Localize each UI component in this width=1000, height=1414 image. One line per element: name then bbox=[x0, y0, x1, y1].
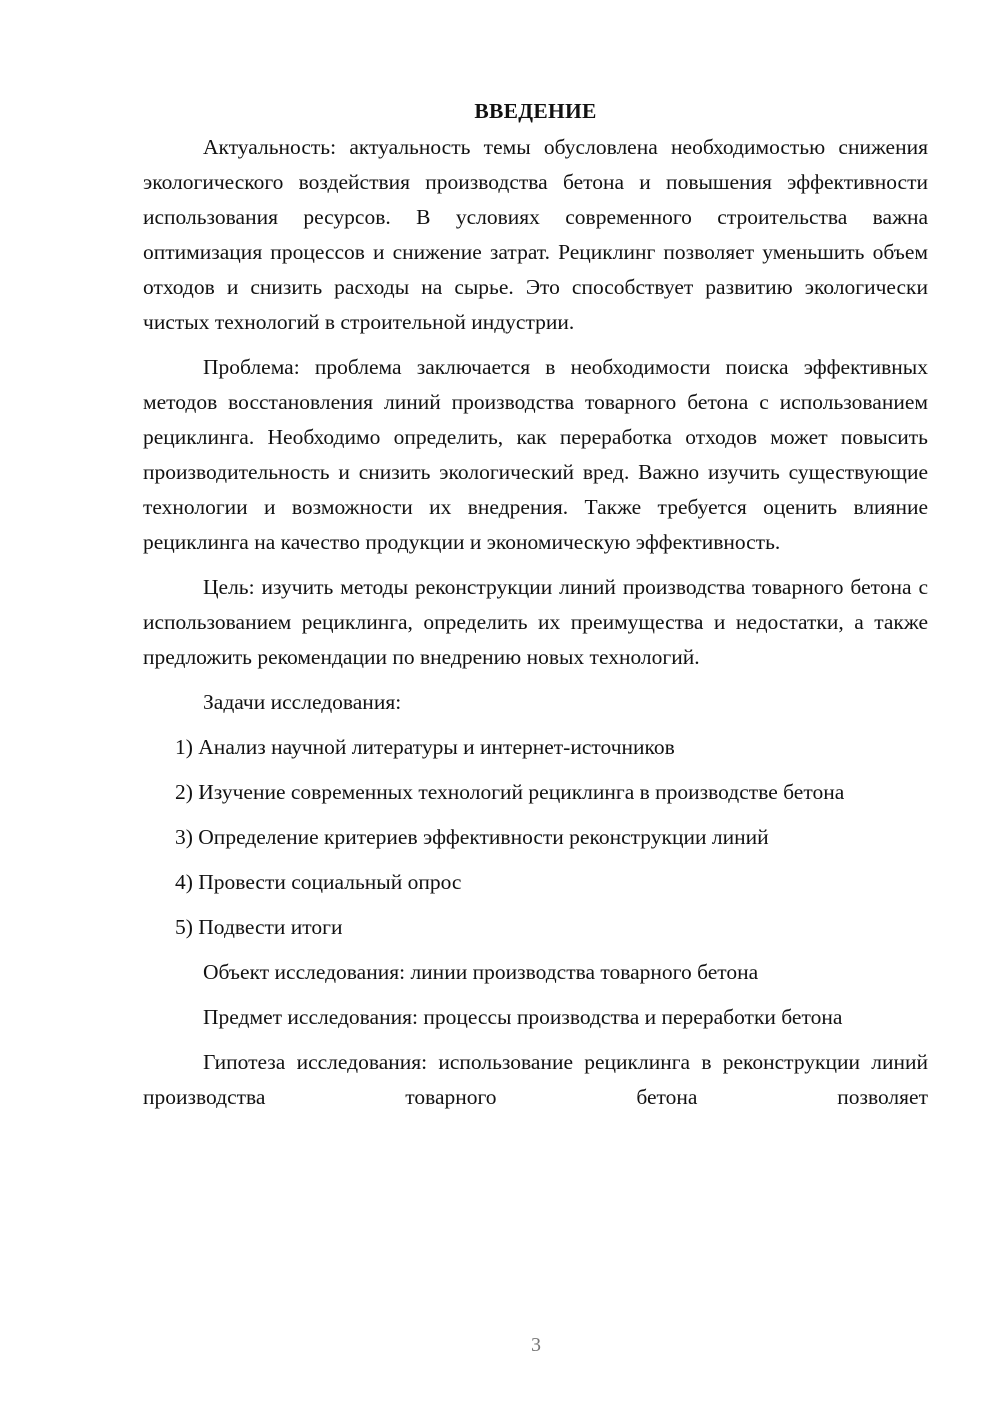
document-page bbox=[143, 96, 928, 1125]
page-number: 3 bbox=[531, 1334, 541, 1356]
task-item-5: 5) Подвести итоги bbox=[175, 915, 343, 939]
tasks-title: Задачи исследования: bbox=[203, 690, 402, 714]
task-item-1: 1) Анализ научной литературы и интернет-источников bbox=[175, 735, 675, 759]
task-item-2: 2) Изучение современных технологий рециклинга в производстве бетона bbox=[175, 780, 845, 804]
task-item-3: 3) Определение критериев эффективности реконструкции линий bbox=[175, 825, 769, 849]
goal-paragraph: Цель: изучить методы реконструкции линий производства товарного бетона с использованием рециклинга, определить их преимущества и недостатки, а также предложить рекомендации по внедрению новых технологий. bbox=[143, 575, 928, 669]
section-heading: ВВЕДЕНИЕ bbox=[474, 99, 597, 123]
research-object-paragraph: Объект исследования: линии производства товарного бетона bbox=[203, 960, 759, 984]
task-item-4: 4) Провести социальный опрос bbox=[175, 870, 462, 894]
relevance-paragraph: Актуальность: актуальность темы обусловлена необходимостью снижения экологического воздействия производства бетона и повышения эффективности использования ресурсов. В условиях современного строительства важна оптимизация процессов и снижение затрат. Рециклинг позволяет уменьшить объем отходов и снизить расходы на сырье. Это способствует развитию экологически чистых технологий в строительной индустрии. bbox=[143, 135, 928, 334]
research-subject-paragraph: Предмет исследования: процессы производства и переработки бетона bbox=[203, 1005, 843, 1029]
hypothesis-paragraph: Гипотеза исследования: использование рециклинга в реконструкции линий производства товарного бетона позволяет bbox=[143, 1050, 928, 1109]
problem-paragraph: Проблема: проблема заключается в необходимости поиска эффективных методов восстановления линий производства товарного бетона с использованием рециклинга. Необходимо определить, как переработка отходов может повысить производительность и снизить экологический вред. Важно изучить существующие технологии и возможности их внедрения. Также требуется оценить влияние рециклинга на качество продукции и экономическую эффективность. bbox=[143, 355, 928, 554]
